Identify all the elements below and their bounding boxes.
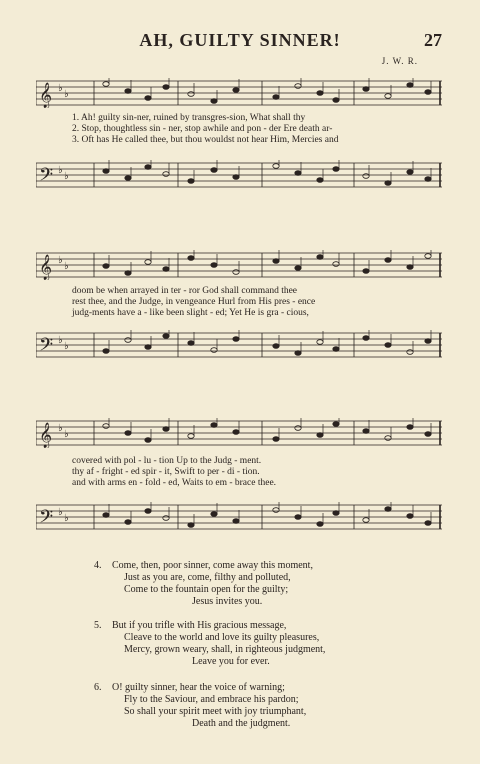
stanza-line: So shall your spirit meet with joy triumphant, [124, 706, 307, 717]
flat-icon: ♭ [58, 335, 63, 346]
flat-icon: ♭ [64, 341, 69, 352]
note-head [125, 89, 131, 94]
note-head [317, 91, 323, 96]
note-head [295, 171, 301, 176]
flat-icon: ♭ [58, 165, 63, 176]
note-head [188, 256, 194, 261]
page-number: 27 [424, 30, 442, 50]
note-head [295, 266, 301, 271]
stanza-line: Come, then, poor sinner, come away this moment, [112, 560, 313, 571]
note-head [125, 176, 131, 181]
note-head [425, 432, 431, 437]
treble-staff [36, 78, 442, 108]
stanza-line: Fly to the Saviour, and embrace his pardon; [124, 694, 299, 705]
stanza-6 [94, 682, 307, 730]
note-head [333, 262, 339, 267]
note-head [163, 267, 169, 272]
note-head [188, 92, 194, 97]
stanza-line: Cleave to the world and love its guilty pleasures, [124, 632, 320, 643]
note-head [317, 178, 323, 183]
stanza-line: Death and the judgment. [192, 718, 291, 729]
note-head [273, 508, 279, 513]
lyric-line: and with arms en - fold - ed, Waits to em - brace thee. [72, 478, 277, 488]
note-head [333, 347, 339, 352]
note-head [363, 336, 369, 341]
note-head [103, 82, 109, 87]
note-head [385, 507, 391, 512]
note-head [125, 520, 131, 525]
flat-icon: ♭ [58, 83, 63, 94]
note-head [385, 343, 391, 348]
note-head [317, 522, 323, 527]
stanza-5 [94, 620, 326, 668]
note-head [163, 172, 169, 177]
note-head [333, 98, 339, 103]
note-head [385, 258, 391, 263]
note-head [233, 88, 239, 93]
clef-icon: 𝄞 [39, 83, 53, 108]
note-head [273, 164, 279, 169]
stanza-line: Jesus invites you. [192, 596, 263, 607]
note-head [363, 174, 369, 179]
note-head [425, 254, 431, 259]
note-head [363, 269, 369, 274]
note-head [103, 264, 109, 269]
note-head [333, 511, 339, 516]
note-head [211, 423, 217, 428]
note-head [233, 430, 239, 435]
flat-icon: ♭ [64, 429, 69, 440]
note-head [163, 334, 169, 339]
note-head [103, 424, 109, 429]
note-head [233, 270, 239, 275]
clef-icon: 𝄢 [39, 165, 54, 190]
stanza-line: Leave you for ever. [192, 656, 270, 667]
treble-staff [36, 418, 442, 448]
note-head [211, 99, 217, 104]
note-head [425, 90, 431, 95]
flat-icon: ♭ [58, 507, 63, 518]
note-head [425, 521, 431, 526]
note-head [103, 513, 109, 518]
lyric-line: thy af - fright - ed spir - it, Swift to per - di - tion. [72, 467, 260, 477]
flat-icon: ♭ [64, 261, 69, 272]
flat-icon: ♭ [64, 513, 69, 524]
note-head [363, 429, 369, 434]
note-head [188, 523, 194, 528]
note-head [407, 83, 413, 88]
clef-icon: 𝄢 [39, 335, 54, 360]
stanza-line: Come to the fountain open for the guilty; [124, 584, 289, 595]
bass-staff [36, 502, 442, 532]
note-head [125, 338, 131, 343]
note-head [188, 434, 194, 439]
note-head [317, 433, 323, 438]
note-head [211, 512, 217, 517]
note-head [125, 271, 131, 276]
stanza-number: 4. [94, 560, 102, 571]
lyric-line: 2. Stop, thoughtless sin - ner, stop awhile and pon - der Ere death ar- [72, 124, 333, 134]
note-head [233, 337, 239, 342]
flat-icon: ♭ [64, 171, 69, 182]
note-head [273, 95, 279, 100]
lyric-line: 1. Ah! guilty sin-ner, ruined by transgres-sion, What shall thy [72, 113, 306, 123]
hymn-title: AH, GUILTY SINNER! [139, 30, 341, 50]
note-head [145, 509, 151, 514]
stanza-number: 5. [94, 620, 102, 631]
lyric-line: 3. Oft has He called thee, but thou wouldst not hear Him, Mercies and [72, 135, 339, 145]
note-head [407, 265, 413, 270]
note-head [145, 438, 151, 443]
clef-icon: 𝄞 [39, 255, 53, 280]
bass-staff [36, 160, 442, 190]
note-head [295, 426, 301, 431]
note-head [211, 168, 217, 173]
stanza-line: Mercy, grown weary, shall, in righteous judgment, [124, 644, 326, 655]
note-head [145, 345, 151, 350]
note-head [145, 260, 151, 265]
lyric-line: covered with pol - lu - tion Up to the Judg - ment. [72, 456, 262, 466]
note-head [407, 350, 413, 355]
author-initials: J. W. R. [381, 56, 418, 66]
bass-staff [36, 330, 442, 360]
note-head [145, 96, 151, 101]
stanza-line: Just as you are, come, filthy and polluted, [124, 572, 291, 583]
note-head [385, 181, 391, 186]
note-head [425, 177, 431, 182]
lyric-line: judg-ments have a - like been slight - ed; Yet He is gra - cious, [72, 308, 309, 318]
note-head [363, 518, 369, 523]
note-head [407, 425, 413, 430]
note-head [103, 349, 109, 354]
note-head [317, 255, 323, 260]
note-head [188, 341, 194, 346]
lyric-line: rest thee, and the Judge, in vengeance Hurl from His pres - ence [72, 297, 316, 307]
note-head [407, 170, 413, 175]
note-head [363, 87, 369, 92]
note-head [125, 431, 131, 436]
stanza-line: O! guilty sinner, hear the voice of warning; [112, 682, 285, 693]
note-head [233, 519, 239, 524]
note-head [103, 169, 109, 174]
stanza-number: 6. [94, 682, 102, 693]
flat-icon: ♭ [58, 255, 63, 266]
note-head [317, 340, 323, 345]
flat-icon: ♭ [58, 423, 63, 434]
note-head [407, 514, 413, 519]
note-head [333, 422, 339, 427]
treble-staff [36, 250, 442, 280]
note-head [163, 427, 169, 432]
flat-icon: ♭ [64, 89, 69, 100]
note-head [333, 167, 339, 172]
note-head [233, 175, 239, 180]
note-head [425, 339, 431, 344]
note-head [295, 351, 301, 356]
note-head [295, 515, 301, 520]
note-head [188, 179, 194, 184]
clef-icon: 𝄢 [39, 507, 54, 532]
note-head [273, 259, 279, 264]
note-head [295, 84, 301, 89]
clef-icon: 𝄞 [39, 423, 53, 448]
note-head [145, 165, 151, 170]
note-head [211, 348, 217, 353]
note-head [385, 94, 391, 99]
note-head [273, 344, 279, 349]
note-head [273, 437, 279, 442]
note-head [385, 436, 391, 441]
note-head [211, 263, 217, 268]
stanza-line: But if you trifle with His gracious message, [112, 620, 287, 631]
note-head [163, 516, 169, 521]
lyric-line: doom be when arrayed in ter - ror God shall command thee [72, 286, 298, 296]
stanza-4 [94, 560, 313, 608]
note-head [163, 85, 169, 90]
